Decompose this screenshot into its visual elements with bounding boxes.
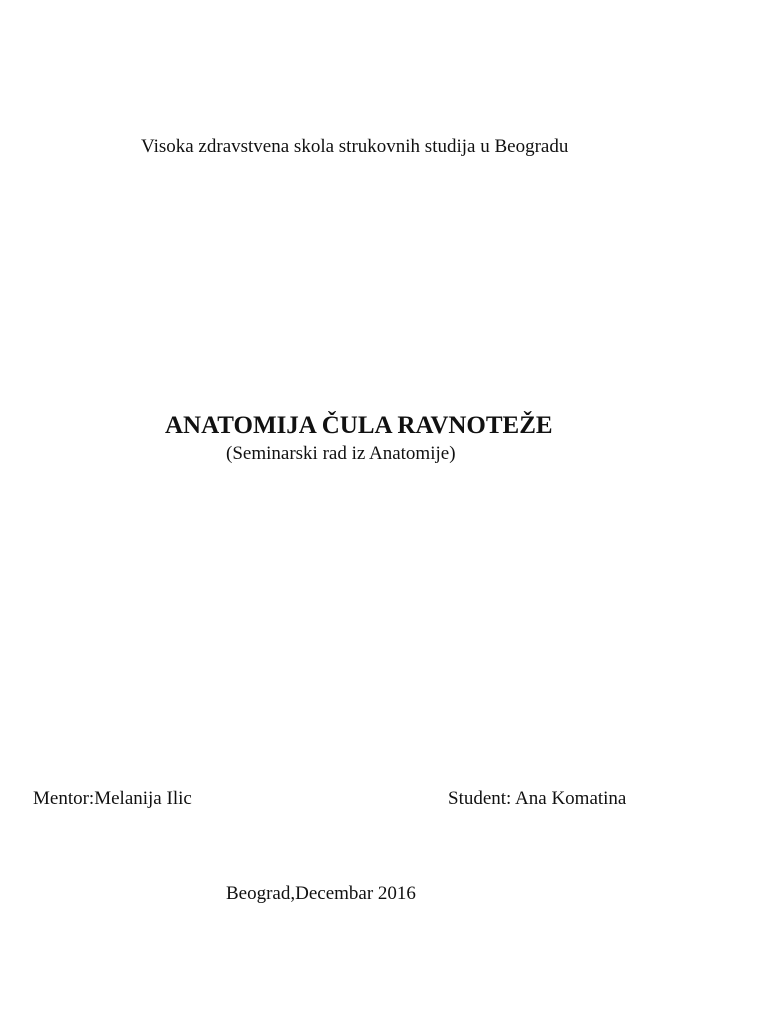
mentor-label: Mentor:Melanija Ilic [33, 788, 192, 809]
student-label: Student: Ana Komatina [448, 788, 627, 809]
document-title: ANATOMIJA ČULA RAVNOTEŽE [165, 412, 553, 439]
place-date: Beograd,Decembar 2016 [226, 883, 416, 904]
document-subtitle: (Seminarski rad iz Anatomije) [226, 443, 456, 464]
institution-name: Visoka zdravstvena skola strukovnih studija u Beogradu [141, 136, 569, 157]
